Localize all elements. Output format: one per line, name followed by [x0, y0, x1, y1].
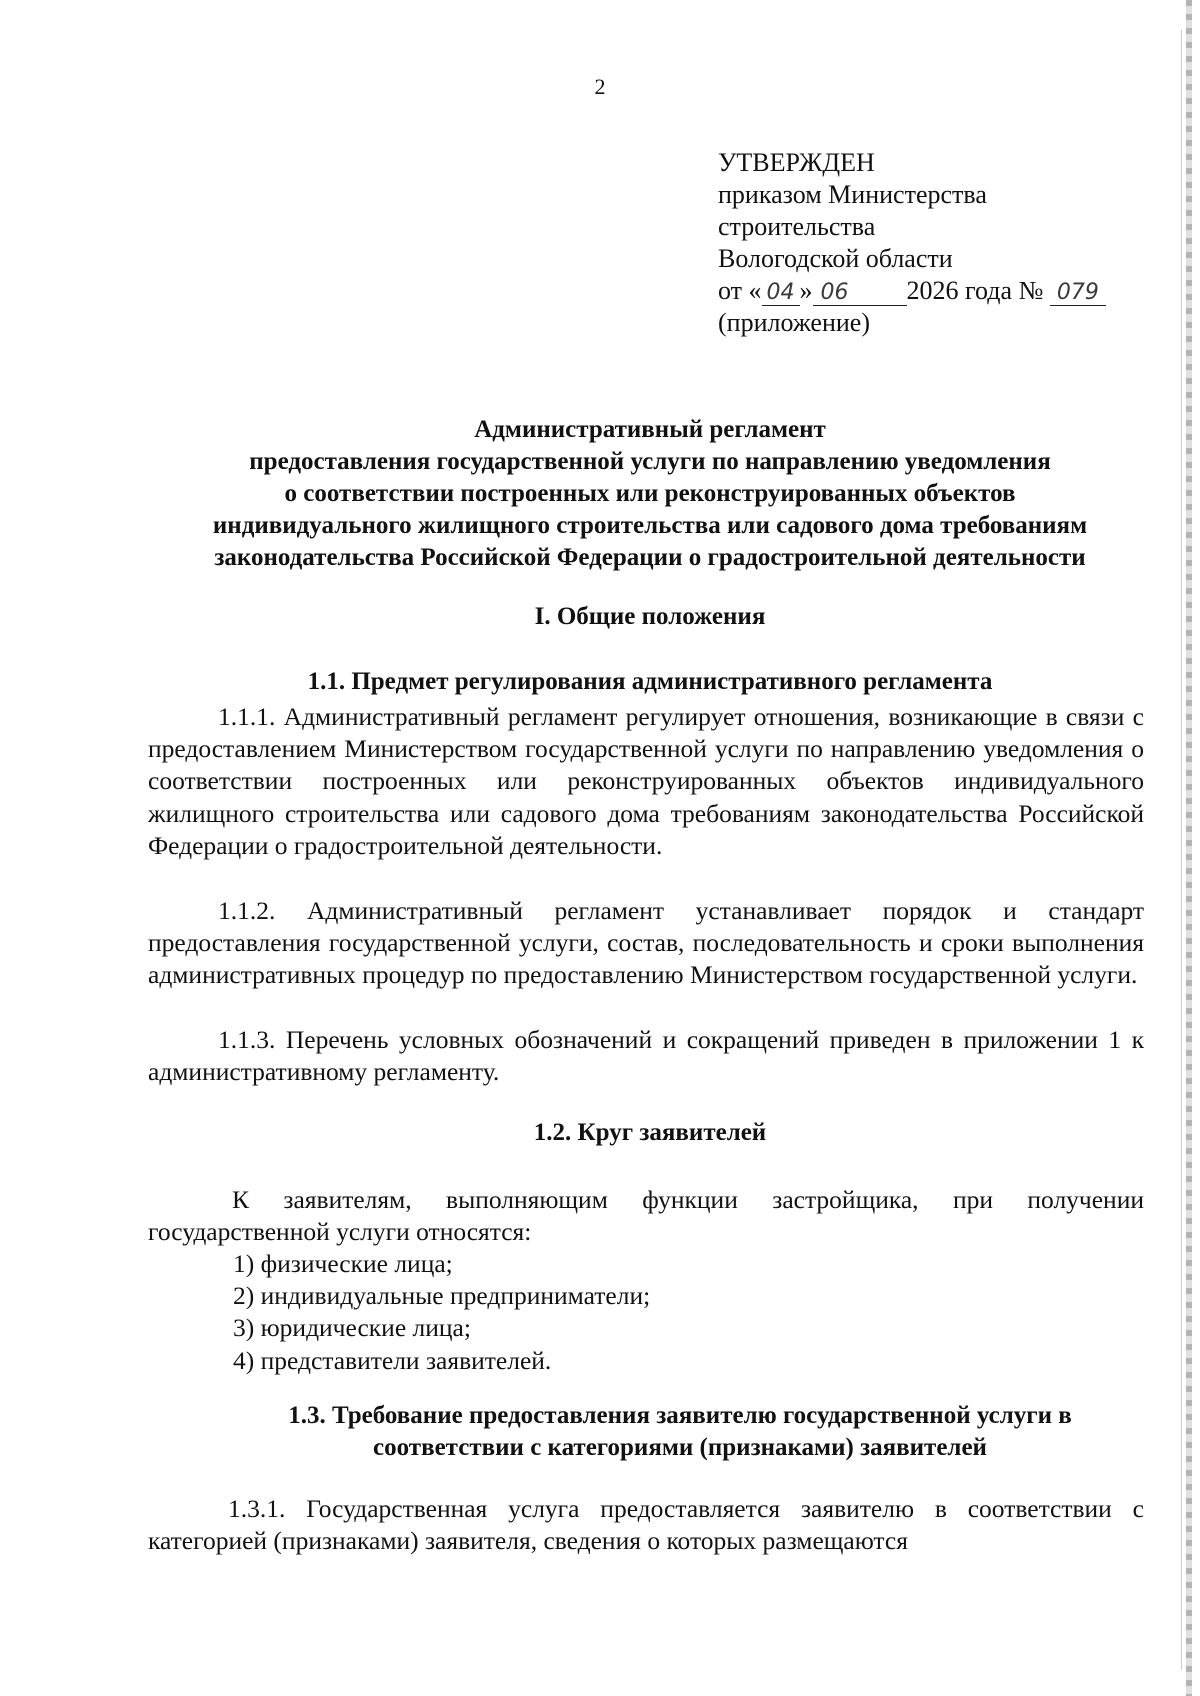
subsection-heading-1-3 — [200, 1400, 1160, 1464]
title-line: индивидуального жилищного строительства или садового дома требованиям — [212, 512, 1088, 539]
title-line: предоставления государственной услуги по направлению уведомления — [249, 448, 1051, 475]
approval-appendix-line: (приложение) — [718, 308, 871, 337]
paragraph-1-1-1: 1.1.1. Административный регламент регулирует отношения, возникающие в связи с предоставлением Министерством государственной услуги по направлению уведомления о соответствии построенных или реконструированных объектов индивидуального жилищного строительства или садового дома требованиям законодательства Российской Федерации о градостроительной деятельности. — [148, 702, 1144, 860]
subsection-heading-1-1: 1.1. Предмет регулирования административного регламента — [307, 668, 993, 695]
handwritten-month: 06 — [813, 281, 907, 306]
title-line: о соответствии построенных или реконструированных объектов — [284, 480, 1016, 507]
handwritten-order-number: 079 — [1050, 281, 1106, 306]
list-item: 2) индивидуальные предприниматели; — [233, 1281, 651, 1311]
paragraph-1-1-2: 1.1.2. Административный регламент устанавливает порядок и стандарт предоставления государственной услуги, состав, последовательность и сроки выполнения административных процедур по предоставлению Министерством государственной услуги. — [148, 896, 1144, 990]
applicants-list — [233, 1248, 650, 1377]
heading-line: соответствии с категориями (признаками) заявителей — [373, 1434, 987, 1461]
date-prefix: от « — [718, 276, 762, 305]
page-number: 2 — [594, 74, 606, 99]
list-item: 3) юридические лица; — [233, 1313, 471, 1343]
subsection-heading-1-2: 1.2. Круг заявителей — [533, 1119, 767, 1146]
title-line: законодательства Российской Федерации о градостроительной деятельности — [214, 544, 1086, 571]
document-title — [130, 414, 1170, 574]
list-item: 1) физические лица; — [233, 1249, 453, 1278]
approval-heading: УТВЕРЖДЕН — [718, 148, 875, 177]
date-quote-close: » — [799, 276, 813, 305]
scan-artifact-line — [1181, 30, 1182, 1670]
year-text: 2026 года № — [906, 276, 1044, 305]
paragraph-1-3-1: 1.3.1. Государственная услуга предоставляется заявителю в соответствии с категорией (признаками) заявителя, сведения о которых размещаются — [148, 1494, 1144, 1556]
approval-order-line: приказом Министерства — [718, 180, 987, 209]
approval-date-line — [718, 275, 1106, 307]
list-item: 4) представители заявителей. — [233, 1345, 552, 1375]
title-line: Административный регламент — [474, 416, 826, 443]
approval-ministry-line: строительства — [718, 212, 876, 241]
paragraph-1-1-3: 1.1.3. Перечень условных обозначений и сокращений приведен в приложении 1 к административному регламенту. — [148, 1025, 1144, 1087]
applicants-intro: К заявителям, выполняющим функции застройщика, при получении государственной услуги относятся: — [148, 1185, 1144, 1247]
section-heading-general: I. Общие положения — [534, 603, 766, 630]
scan-binding-edge — [1186, 0, 1192, 1696]
approval-stamp-block — [718, 147, 1106, 339]
handwritten-day: 04 — [762, 281, 800, 306]
heading-line: 1.3. Требование предоставления заявителю государственной услуги в — [288, 1402, 1072, 1429]
approval-region-line: Вологодской области — [718, 244, 953, 273]
